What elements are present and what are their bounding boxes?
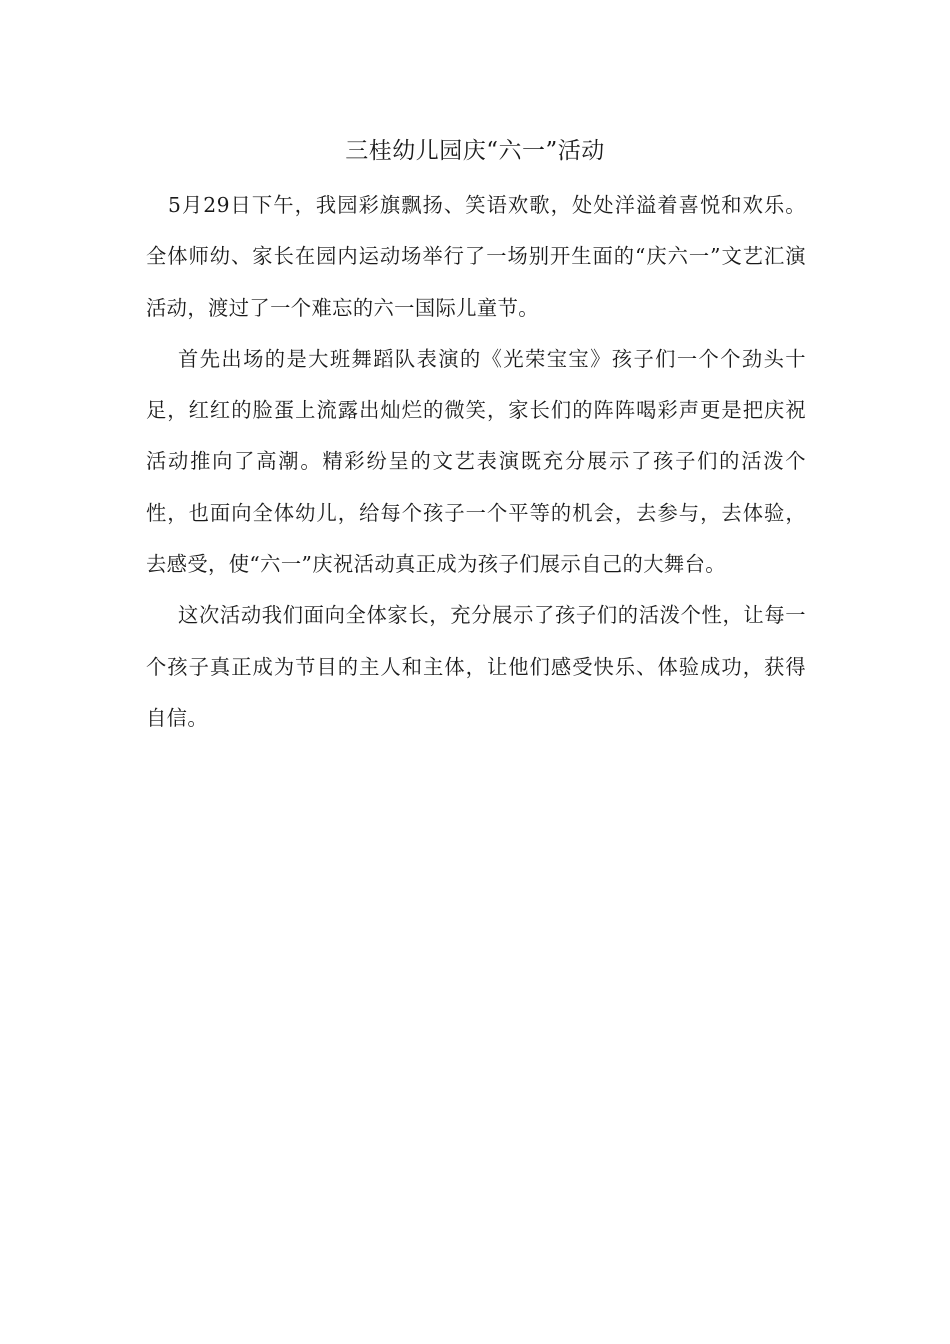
paragraph-3: 这次活动我们面向全体家长，充分展示了孩子们的活泼个性，让每一个孩子真正成为节目的主人和主体，让他们感受快乐、体验成功，获得自信。 <box>146 603 806 730</box>
paragraph-1: 5月29日下午，我园彩旗飘扬、笑语欢歌，处处洋溢着喜悦和欢乐。全体师幼、家长在园内运动场举行了一场别开生面的“庆六一”文艺汇演活动，渡过了一个难忘的六一国际儿童节。 <box>146 193 806 320</box>
document-body <box>146 180 806 744</box>
paragraph-2: 首先出场的是大班舞蹈队表演的《光荣宝宝》孩子们一个个劲头十足，红红的脸蛋上流露出灿烂的微笑，家长们的阵阵喝彩声更是把庆祝活动推向了高潮。精彩纷呈的文艺表演既充分展示了孩子们的活泼个性，也面向全体幼儿，给每个孩子一个平等的机会，去参与，去体验，去感受，使“六一”庆祝活动真正成为孩子们展示自己的大舞台。 <box>146 346 806 577</box>
document-title: 三桂幼儿园庆“六一”活动 <box>345 138 605 164</box>
